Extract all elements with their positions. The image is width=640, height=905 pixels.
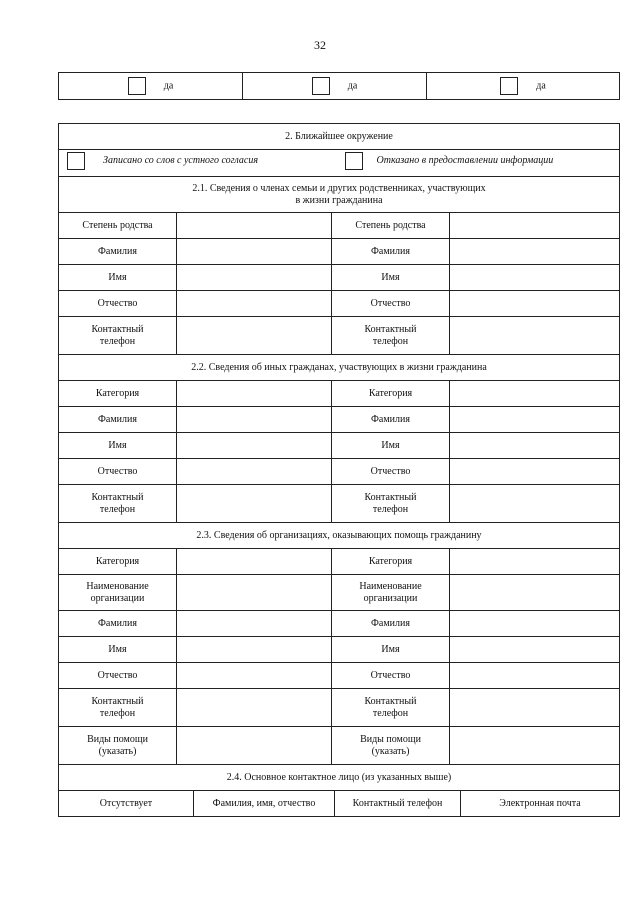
table-row — [59, 407, 620, 433]
help-type-label-left-l2: (указать) — [98, 745, 137, 757]
patronymic-label-left: Отчество — [59, 663, 177, 689]
checkbox-2-label: да — [347, 80, 358, 92]
section-2-1-title-line2: в жизни гражданина — [295, 194, 383, 206]
consent-yes-label: Записано со слов с устного согласия — [103, 155, 258, 166]
name-input-right[interactable] — [450, 265, 620, 291]
surname-input-left[interactable] — [177, 611, 332, 637]
relation-input-left[interactable] — [177, 213, 332, 239]
phone-label-right-l2: телефон — [372, 503, 409, 515]
org-name-label-right-l2: организации — [363, 592, 418, 604]
org-name-label-left-l2: организации — [90, 592, 145, 604]
name-input-right[interactable] — [450, 637, 620, 663]
org-name-input-left[interactable] — [177, 575, 332, 611]
org-name-label-right — [332, 575, 450, 611]
phone-label-right-l1: Контактный — [364, 323, 417, 335]
top-cell-3 — [427, 73, 620, 100]
surname-label-left: Фамилия — [59, 611, 177, 637]
phone-label-right — [332, 317, 450, 355]
table-row — [59, 549, 620, 575]
name-label-left: Имя — [59, 265, 177, 291]
contact-phone-cell[interactable]: Контактный телефон — [335, 791, 461, 817]
help-type-label-right-l1: Виды помощи — [360, 733, 421, 745]
phone-label-right — [332, 689, 450, 727]
consent-yes-checkbox[interactable] — [67, 152, 85, 170]
patronymic-label-right: Отчество — [332, 663, 450, 689]
patronymic-input-right[interactable] — [450, 291, 620, 317]
phone-input-left[interactable] — [177, 485, 332, 523]
relation-label-left: Степень родства — [59, 213, 177, 239]
patronymic-label-right: Отчество — [332, 459, 450, 485]
table-row — [59, 433, 620, 459]
surname-label-right: Фамилия — [332, 611, 450, 637]
name-label-left: Имя — [59, 433, 177, 459]
surname-label-right: Фамилия — [332, 239, 450, 265]
patronymic-input-left[interactable] — [177, 459, 332, 485]
phone-label-right — [332, 485, 450, 523]
org-name-label-right-l1: Наименование — [359, 580, 422, 592]
category-input-left[interactable] — [177, 381, 332, 407]
table-row — [59, 381, 620, 407]
help-type-input-left[interactable] — [177, 727, 332, 765]
table-row — [59, 265, 620, 291]
table-row — [59, 291, 620, 317]
phone-label-right-l1: Контактный — [364, 491, 417, 503]
phone-label-left — [59, 689, 177, 727]
help-type-label-left — [59, 727, 177, 765]
top-cell-1 — [59, 73, 243, 100]
phone-input-right[interactable] — [450, 689, 620, 727]
checkbox-1[interactable] — [128, 77, 146, 95]
email-cell[interactable]: Электронная почта — [461, 791, 620, 817]
phone-label-left-l2: телефон — [99, 335, 136, 347]
surname-input-right[interactable] — [450, 611, 620, 637]
consent-row — [59, 150, 620, 177]
relation-label-right: Степень родства — [332, 213, 450, 239]
phone-label-left-l2: телефон — [99, 503, 136, 515]
category-input-right[interactable] — [450, 381, 620, 407]
checkbox-1-label: да — [163, 80, 174, 92]
patronymic-input-right[interactable] — [450, 663, 620, 689]
name-label-left: Имя — [59, 637, 177, 663]
phone-label-right-l2: телефон — [372, 335, 409, 347]
help-type-label-right — [332, 727, 450, 765]
name-input-right[interactable] — [450, 433, 620, 459]
name-input-left[interactable] — [177, 265, 332, 291]
name-input-left[interactable] — [177, 433, 332, 459]
patronymic-label-right: Отчество — [332, 291, 450, 317]
phone-label-left-l1: Контактный — [91, 695, 144, 707]
page-number: 32 — [314, 38, 326, 52]
phone-label-left — [59, 485, 177, 523]
top-cell-2 — [243, 73, 427, 100]
phone-input-right[interactable] — [450, 317, 620, 355]
category-input-left[interactable] — [177, 549, 332, 575]
phone-label-right-l2: телефон — [372, 707, 409, 719]
help-type-label-right-l2: (указать) — [371, 745, 410, 757]
checkbox-2[interactable] — [312, 77, 330, 95]
table-row — [59, 575, 620, 611]
section-2-3-title: 2.3. Сведения об организациях, оказывающих помощь гражданину — [59, 523, 620, 549]
table-row — [59, 239, 620, 265]
table-row — [59, 213, 620, 239]
table-row — [59, 689, 620, 727]
patronymic-input-left[interactable] — [177, 663, 332, 689]
table-row — [59, 637, 620, 663]
section-2-1-title-line1: 2.1. Сведения о членах семьи и других родственниках, участвующих — [192, 182, 486, 194]
patronymic-label-left: Отчество — [59, 459, 177, 485]
top-checkbox-row — [58, 72, 620, 100]
section-2-2-title: 2.2. Сведения об иных гражданах, участвующих в жизни гражданина — [59, 355, 620, 381]
fullname-cell[interactable]: Фамилия, имя, отчество — [194, 791, 335, 817]
checkbox-3-label: да — [536, 80, 546, 92]
surname-input-right[interactable] — [450, 407, 620, 433]
phone-input-left[interactable] — [177, 689, 332, 727]
table-row — [59, 727, 620, 765]
phone-input-left[interactable] — [177, 317, 332, 355]
surname-label-left: Фамилия — [59, 239, 177, 265]
category-label-right: Категория — [332, 549, 450, 575]
table-row — [59, 459, 620, 485]
help-type-input-right[interactable] — [450, 727, 620, 765]
phone-label-left-l1: Контактный — [91, 491, 144, 503]
consent-no-checkbox[interactable] — [345, 152, 363, 170]
phone-label-left-l2: телефон — [99, 707, 136, 719]
name-label-right: Имя — [332, 265, 450, 291]
patronymic-label-left: Отчество — [59, 291, 177, 317]
table-row — [59, 485, 620, 523]
absent-cell[interactable]: Отсутствует — [59, 791, 194, 817]
org-name-label-left — [59, 575, 177, 611]
name-label-right: Имя — [332, 637, 450, 663]
phone-label-left-l1: Контактный — [91, 323, 144, 335]
phone-label-right-l1: Контактный — [364, 695, 417, 707]
patronymic-input-right[interactable] — [450, 459, 620, 485]
org-name-label-left-l1: Наименование — [86, 580, 149, 592]
table-row — [59, 663, 620, 689]
section-2-title: 2. Ближайшее окружение — [59, 124, 620, 150]
category-input-right[interactable] — [450, 549, 620, 575]
section-2-table — [58, 123, 620, 791]
category-label-left: Категория — [59, 381, 177, 407]
checkbox-3[interactable] — [500, 77, 518, 95]
surname-input-right[interactable] — [450, 239, 620, 265]
patronymic-input-left[interactable] — [177, 291, 332, 317]
consent-no-label: Отказано в предоставлении информации — [376, 155, 554, 166]
category-label-left: Категория — [59, 549, 177, 575]
surname-label-right: Фамилия — [332, 407, 450, 433]
surname-input-left[interactable] — [177, 407, 332, 433]
section-2-4-table — [58, 790, 620, 817]
surname-input-left[interactable] — [177, 239, 332, 265]
section-2-1-title — [59, 177, 620, 213]
phone-input-right[interactable] — [450, 485, 620, 523]
org-name-input-right[interactable] — [450, 575, 620, 611]
category-label-right: Категория — [332, 381, 450, 407]
name-input-left[interactable] — [177, 637, 332, 663]
section-2-4-title: 2.4. Основное контактное лицо (из указанных выше) — [59, 765, 620, 791]
help-type-label-left-l1: Виды помощи — [87, 733, 148, 745]
table-row — [59, 317, 620, 355]
name-label-right: Имя — [332, 433, 450, 459]
relation-input-right[interactable] — [450, 213, 620, 239]
table-row — [59, 611, 620, 637]
surname-label-left: Фамилия — [59, 407, 177, 433]
phone-label-left — [59, 317, 177, 355]
